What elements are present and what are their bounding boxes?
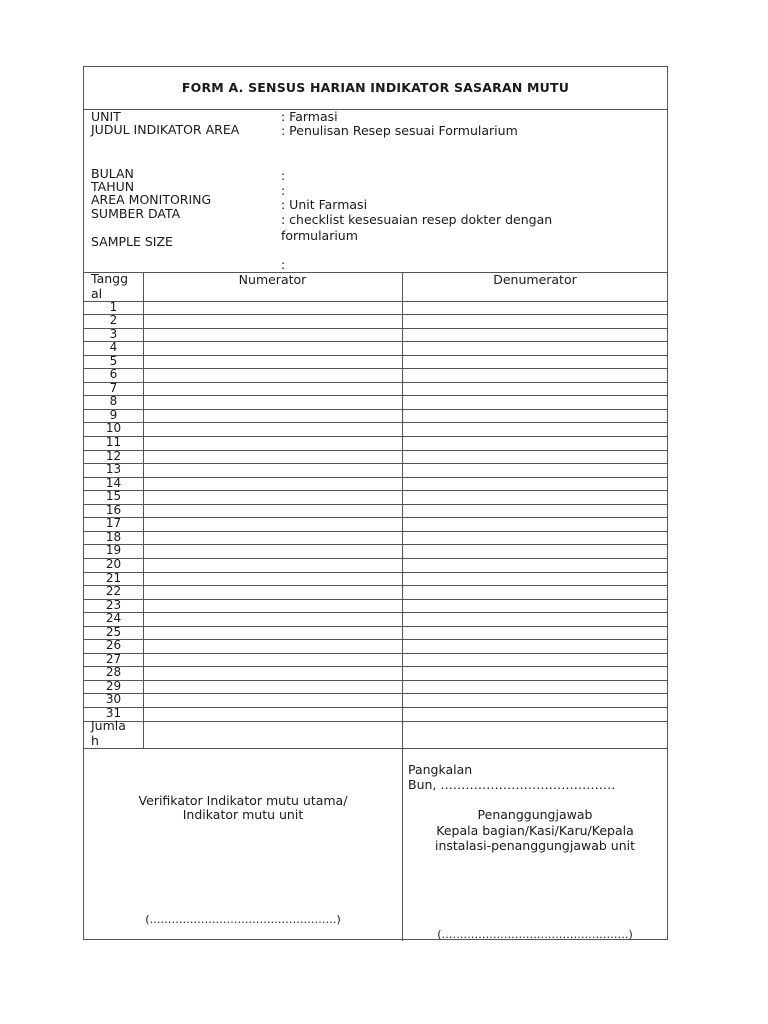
col-denumerator: Denumerator xyxy=(493,272,577,287)
title-divider xyxy=(84,109,667,110)
day-row-divider xyxy=(84,314,667,315)
pj-line1: Penanggungjawab xyxy=(477,807,593,822)
place-line2: Bun, …………………………………… xyxy=(408,777,616,792)
day-number: 25 xyxy=(105,624,122,639)
unit-label: UNIT xyxy=(91,109,121,124)
day-number: 24 xyxy=(105,611,122,626)
day-number: 12 xyxy=(105,448,122,463)
day-number: 22 xyxy=(105,584,122,599)
day-row-divider xyxy=(84,490,667,491)
verifikator-line1: Verifikator Indikator mutu utama/ xyxy=(138,793,348,808)
day-number: 17 xyxy=(105,516,122,531)
day-row-divider xyxy=(84,653,667,654)
day-row-divider xyxy=(84,355,667,356)
day-number: 28 xyxy=(105,665,122,680)
tahun-label: TAHUN xyxy=(91,179,135,194)
day-row-divider xyxy=(84,544,667,545)
day-number: 11 xyxy=(105,435,122,449)
day-number: 4 xyxy=(109,340,118,355)
day-number: 7 xyxy=(109,380,118,395)
day-row-divider xyxy=(84,639,667,640)
day-row-divider xyxy=(84,558,667,559)
sumber-data-value-line1: : checklist kesesuaian resep dokter dengan xyxy=(281,212,553,227)
verifikator-line2: Indikator mutu unit xyxy=(182,807,304,822)
day-row-divider xyxy=(84,680,667,681)
day-number: 3 xyxy=(109,326,118,341)
day-row-divider xyxy=(84,395,667,396)
day-row-divider xyxy=(84,721,667,722)
pj-signature: (……………………………………………) xyxy=(437,928,633,941)
day-row-divider xyxy=(84,612,667,613)
day-row-divider xyxy=(84,328,667,329)
jumlah-divider xyxy=(84,748,667,749)
judul-label: JUDUL INDIKATOR AREA xyxy=(91,122,240,137)
day-number: 2 xyxy=(109,313,118,328)
day-row-divider xyxy=(84,572,667,573)
sensus-form xyxy=(83,66,668,940)
col-divider-tanggal xyxy=(143,272,144,749)
sample-size-label: SAMPLE SIZE xyxy=(91,234,173,249)
sample-size-value: : xyxy=(281,257,286,272)
day-number: 21 xyxy=(105,570,122,585)
day-row-divider xyxy=(84,368,667,369)
day-number: 16 xyxy=(105,502,122,517)
day-row-divider xyxy=(84,477,667,478)
day-row-divider xyxy=(84,707,667,708)
day-row-divider xyxy=(84,531,667,532)
day-number: 8 xyxy=(109,394,118,409)
day-number: 10 xyxy=(105,421,122,436)
day-number: 13 xyxy=(105,462,122,477)
day-number: 14 xyxy=(105,475,122,490)
verifikator-signature: (……………………………………………) xyxy=(145,913,341,926)
pj-line2: Kepala bagian/Kasi/Karu/Kepala xyxy=(436,823,634,838)
day-number: 29 xyxy=(105,678,122,693)
day-number: 23 xyxy=(105,597,122,612)
day-number: 9 xyxy=(109,407,118,422)
day-row-divider xyxy=(84,382,667,383)
day-row-divider xyxy=(84,463,667,464)
col-tanggal-line2: al xyxy=(91,286,103,301)
sumber-data-value-line2: formularium xyxy=(281,228,358,243)
day-number: 20 xyxy=(105,556,122,571)
bulan-value: : xyxy=(281,168,286,183)
day-number: 6 xyxy=(109,367,118,382)
day-number: 18 xyxy=(105,529,122,544)
place-line1: Pangkalan xyxy=(408,762,473,777)
tahun-value: : xyxy=(281,183,286,198)
sumber-data-label: SUMBER DATA xyxy=(91,206,181,221)
day-row-divider xyxy=(84,409,667,410)
unit-value: : Farmasi xyxy=(281,109,338,124)
jumlah-line1: Jumla xyxy=(91,718,126,733)
pj-line3: instalasi-penanggungjawab unit xyxy=(434,838,636,853)
form-title: FORM A. SENSUS HARIAN INDIKATOR SASARAN MUTU xyxy=(181,80,570,95)
day-number: 15 xyxy=(105,489,122,504)
judul-value: : Penulisan Resep sesuai Formularium xyxy=(281,123,518,138)
day-row-divider xyxy=(84,693,667,694)
day-number: 26 xyxy=(105,638,122,653)
day-row-divider xyxy=(84,422,667,423)
jumlah-line2: h xyxy=(91,733,99,748)
day-row-divider xyxy=(84,436,667,437)
bulan-label: BULAN xyxy=(91,166,134,181)
col-numerator: Numerator xyxy=(238,272,307,287)
day-row-divider xyxy=(84,504,667,505)
day-row-divider xyxy=(84,341,667,342)
col-tanggal-line1: Tangg xyxy=(91,271,129,286)
day-row-divider xyxy=(84,450,667,451)
header-row-divider xyxy=(84,301,667,302)
day-number: 27 xyxy=(105,651,122,666)
day-row-divider xyxy=(84,626,667,627)
day-row-divider xyxy=(84,666,667,667)
day-row-divider xyxy=(84,585,667,586)
day-number: 1 xyxy=(109,299,118,314)
day-number: 30 xyxy=(105,692,122,707)
day-number: 31 xyxy=(105,706,122,720)
day-row-divider xyxy=(84,517,667,518)
day-number: 5 xyxy=(109,353,118,368)
area-monitoring-value: : Unit Farmasi xyxy=(281,197,368,212)
day-number: 19 xyxy=(105,543,122,558)
area-monitoring-label: AREA MONITORING xyxy=(91,192,212,207)
day-row-divider xyxy=(84,599,667,600)
